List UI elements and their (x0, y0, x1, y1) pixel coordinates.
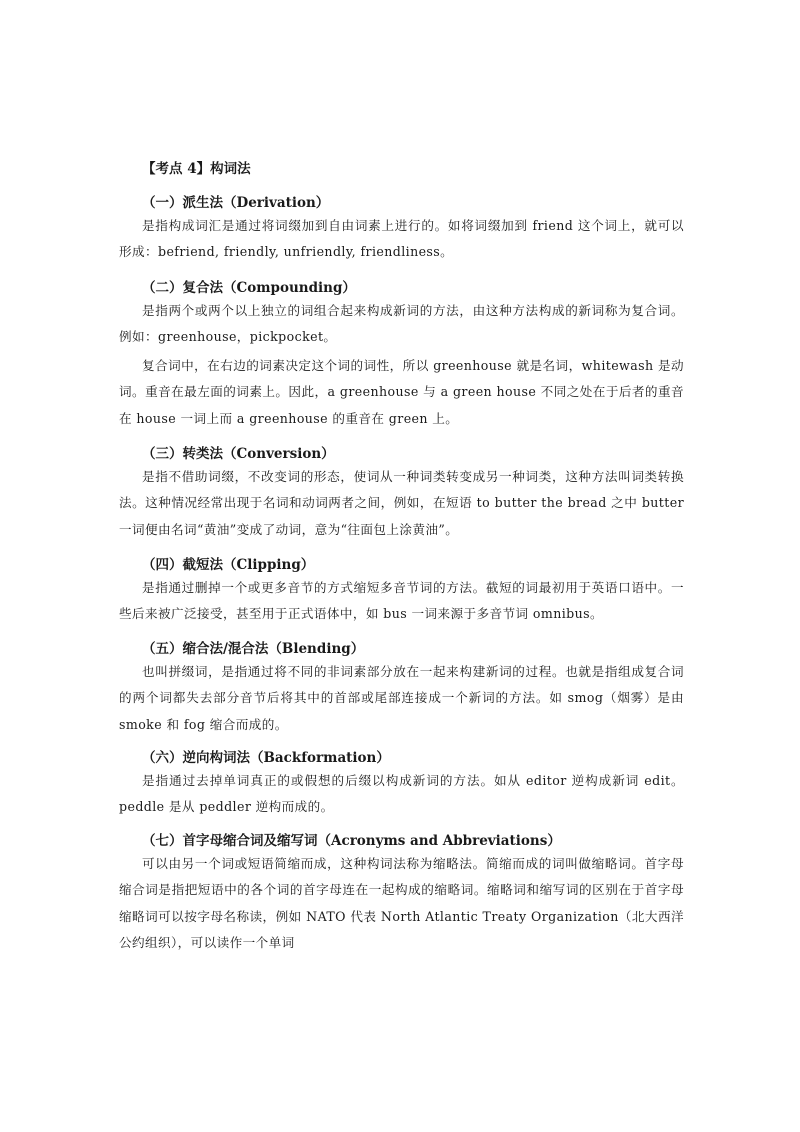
paragraph-backformation: 是指通过去掉单词真正的或假想的后缀以构成新词的方法。如从 editor 逆构成新词 edit。peddle 是从 peddler 逆构而成的。 (119, 773, 684, 815)
paragraph-compounding-stress: 复合词中，在右边的词素决定这个词的词性，所以 greenhouse 就是名词，whitewash 是动词。重音在最左面的词素上。因此，a greenhouse 与 a green house 不同之处在于后者的重音在 house 一词上而 a greenhouse 的重音在 green 上。 (119, 358, 684, 426)
section-heading-derivation: （一）派生法（Derivation） (142, 195, 330, 211)
paragraph-blending: 也叫拼缀词，是指通过将不同的非词素部分放在一起来构建新词的过程。也就是指组成复合词的两个词都失去部分音节后将其中的首部或尾部连接成一个新词的方法。如 smog（烟雾）是由 smoke 和 fog 缩合而成的。 (119, 664, 684, 732)
paragraph-conversion: 是指不借助词缀，不改变词的形态，使词从一种词类转变成另一种词类，这种方法叫词类转换法。这种情况经常出现于名词和动词两者之间，例如，在短语 to butter the bread 之中 butter 一词便由名词“黄油”变成了动词，意为“往面包上涂黄油”。 (119, 469, 684, 537)
section-heading-backformation: （六）逆向构词法（Backformation） (142, 750, 390, 766)
section-heading-clipping: （四）截短法（Clipping） (142, 557, 315, 573)
section-heading-acronyms: （七）首字母缩合词及缩写词（Acronyms and Abbreviations） (142, 833, 561, 849)
section-heading-conversion: （三）转类法（Conversion） (142, 446, 335, 462)
paragraph-clipping: 是指通过删掉一个或更多音节的方式缩短多音节词的方法。截短的词最初用于英语口语中。一些后来被广泛接受，甚至用于正式语体中，如 bus 一词来源于多音节词 omnibus。 (119, 580, 684, 622)
section-heading-compounding: （二）复合法（Compounding） (142, 280, 356, 296)
topic-heading: 【考点 4】构词法 (142, 161, 251, 177)
paragraph-derivation: 是指构成词汇是通过将词缀加到自由词素上进行的。如将词缀加到 friend 这个词上，就可以形成：befriend, friendly, unfriendly, friendliness。 (119, 218, 684, 260)
paragraph-acronyms: 可以由另一个词或短语简缩而成，这种构词法称为缩略法。简缩而成的词叫做缩略词。首字母缩合词是指把短语中的各个词的首字母连在一起构成的缩略词。缩略词和缩写词的区别在于首字母缩略词可以按字母名称读，例如 NATO 代表 North Atlantic Treaty Organization（北大西洋公约组织），可以读作一个单词 (119, 856, 684, 950)
section-heading-blending: （五）缩合法/混合法（Blending） (142, 641, 365, 657)
paragraph-compounding-definition: 是指两个或两个以上独立的词组合起来构成新词的方法，由这种方法构成的新词称为复合词。例如：greenhouse，pickpocket。 (119, 303, 684, 345)
